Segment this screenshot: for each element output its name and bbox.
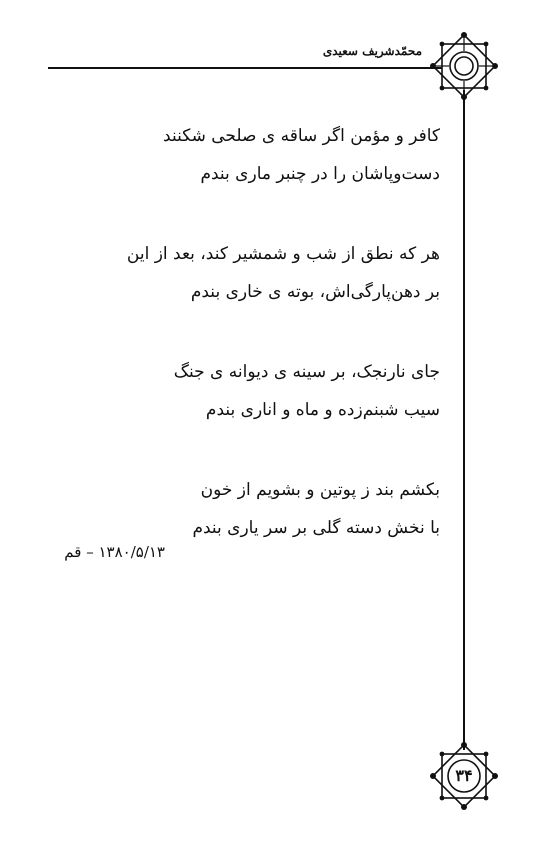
verse-line: بر دهن‌پارگی‌اش، بوته ی خاری بندم — [190, 282, 440, 302]
verse-line: کافر و مؤمن اگر ساقه ی صلحی شکنند — [163, 126, 440, 146]
page-number: ۳۴ — [455, 766, 473, 785]
verse-line: جای نارنجک، بر سینه ی دیوانه ی جنگ — [173, 362, 440, 382]
verse — [40, 353, 440, 429]
verse — [40, 117, 440, 193]
header-rule — [48, 67, 442, 69]
rosette-icon — [428, 30, 500, 102]
author-name: محمّدشریف سعیدی — [322, 44, 422, 58]
poem — [40, 117, 440, 589]
dateline: ۱۳۸۰/۵/۱۳ – قم — [64, 543, 165, 561]
verse-line: دست‌وپاشان را در چنبر ماری بندم — [200, 164, 440, 184]
verse-line: بکشم بند ز پوتین و بشویم از خون — [200, 480, 440, 500]
verse-line: سیب شبنم‌زده و ماه و اناری بندم — [205, 400, 440, 420]
verse — [40, 471, 440, 547]
verse — [40, 235, 440, 311]
margin-rule — [463, 90, 465, 750]
verse-line: هر که نطق از شب و شمشیر کند، بعد از این — [126, 244, 440, 264]
verse-line: با نخش دسته گلی بر سر یاری بندم — [192, 518, 440, 538]
